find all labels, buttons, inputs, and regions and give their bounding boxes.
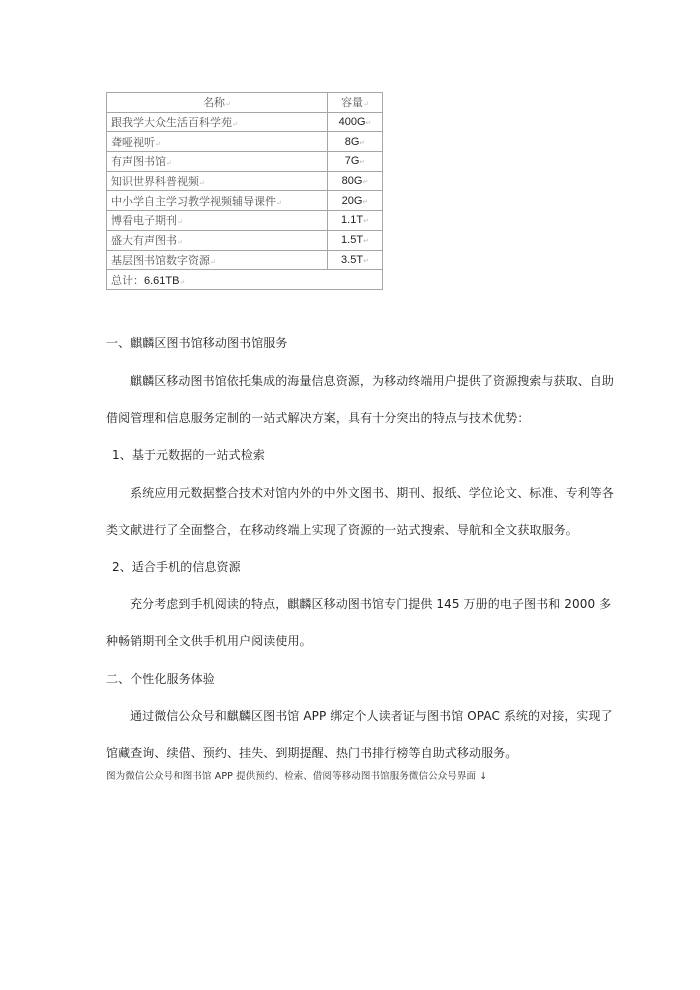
header-name: 名称↵	[107, 93, 328, 113]
table-row	[107, 191, 383, 211]
paragraph-mark-icon: ↵	[363, 218, 369, 226]
cell-name: 基层图书馆数字资源↵	[107, 250, 328, 270]
section2-line1: 通过微信公众号和麒麟区图书馆 APP 绑定个人读者证与图书馆 OPAC 系统的对接，实现了	[130, 709, 613, 723]
paragraph-mark-icon: ↵	[363, 100, 369, 109]
total-cell	[107, 270, 383, 290]
paragraph-mark-icon: ↵	[177, 238, 183, 247]
item2-heading: 2、适合手机的信息资源	[112, 560, 241, 574]
table-row	[107, 132, 383, 152]
cell-name: 知识世界科普视频↵	[107, 171, 328, 191]
paragraph-mark-icon: ↵	[363, 238, 369, 246]
section1-intro-line2: 借阅管理和信息服务定制的一站式解决方案，具有十分突出的特点与技术优势：	[106, 411, 530, 425]
paragraph-mark-icon: ↵	[166, 159, 172, 168]
table-total-row	[107, 270, 383, 290]
section2-line2: 馆藏查询、续借、预约、挂失、到期提醒、热门书排行榜等自助式移动服务。	[106, 746, 518, 760]
cell-capacity: 7G↵	[328, 152, 383, 172]
cell-name: 博看电子期刊↵	[107, 211, 328, 231]
table-row	[107, 211, 383, 231]
table-row	[107, 230, 383, 250]
paragraph-mark-icon: ↵	[155, 139, 161, 148]
cell-capacity: 80G↵	[328, 171, 383, 191]
cell-capacity: 20G↵	[328, 191, 383, 211]
cell-capacity: 1.1T↵	[328, 211, 383, 231]
item1-heading: 1、基于元数据的一站式检索	[112, 448, 265, 462]
item1-line2: 类文献进行了全面整合，在移动终端上实现了资源的一站式搜索、导航和全文获取服务。	[106, 523, 578, 537]
resource-capacity-table	[106, 92, 383, 290]
paragraph-mark-icon: ↵	[232, 120, 238, 129]
cell-name: 跟我学大众生活百科学苑↵	[107, 112, 328, 132]
cell-name: 盛大有声图书↵	[107, 230, 328, 250]
table-row	[107, 112, 383, 132]
cell-capacity: 1.5T↵	[328, 230, 383, 250]
paragraph-mark-icon: ↵	[179, 277, 186, 286]
item2-line2: 种畅销期刊全文供手机用户阅读使用。	[106, 634, 312, 648]
paragraph-mark-icon: ↵	[365, 120, 372, 128]
total-label: 总计：	[111, 273, 144, 287]
total-value: 6.61TB	[144, 274, 180, 287]
paragraph-mark-icon: ↵	[225, 100, 231, 109]
header-capacity: 容量↵	[328, 93, 383, 113]
paragraph-mark-icon: ↵	[177, 218, 183, 227]
section2-heading: 二、个性化服务体验	[106, 672, 215, 686]
image-caption: 图为微信公众号和图书馆 APP 提供预约、检索、借阅等移动图书馆服务微信公众号界面 ↓	[106, 771, 488, 782]
cell-capacity: 8G↵	[328, 132, 383, 152]
paragraph-mark-icon: ↵	[362, 198, 369, 206]
table-row	[107, 171, 383, 191]
paragraph-mark-icon: ↵	[363, 257, 369, 265]
section1-heading: 一、麒麟区图书馆移动图书馆服务	[106, 336, 288, 350]
cell-name: 中小学自主学习教学视频辅导课件↵	[107, 191, 328, 211]
cell-capacity: 3.5T↵	[328, 250, 383, 270]
paragraph-mark-icon: ↵	[362, 179, 369, 187]
item2-line1: 充分考虑到手机阅读的特点，麒麟区移动图书馆专门提供 145 万册的电子图书和 2000 多	[130, 597, 612, 611]
paragraph-mark-icon: ↵	[276, 198, 282, 207]
cell-name: 有声图书馆↵	[107, 152, 328, 172]
table-header-row	[107, 93, 383, 113]
item1-line1: 系统应用元数据整合技术对馆内外的中外文图书、期刊、报纸、学位论文、标准、专利等各	[130, 486, 615, 500]
table-row	[107, 250, 383, 270]
paragraph-mark-icon: ↵	[359, 139, 366, 147]
paragraph-mark-icon: ↵	[359, 159, 366, 167]
paragraph-mark-icon: ↵	[210, 257, 216, 266]
section1-intro-line1: 麒麟区移动图书馆依托集成的海量信息资源，为移动终端用户提供了资源搜索与获取、自助	[130, 374, 615, 388]
table-row	[107, 152, 383, 172]
cell-name: 聋哑视听↵	[107, 132, 328, 152]
paragraph-mark-icon: ↵	[199, 179, 205, 188]
cell-capacity: 400G↵	[328, 112, 383, 132]
